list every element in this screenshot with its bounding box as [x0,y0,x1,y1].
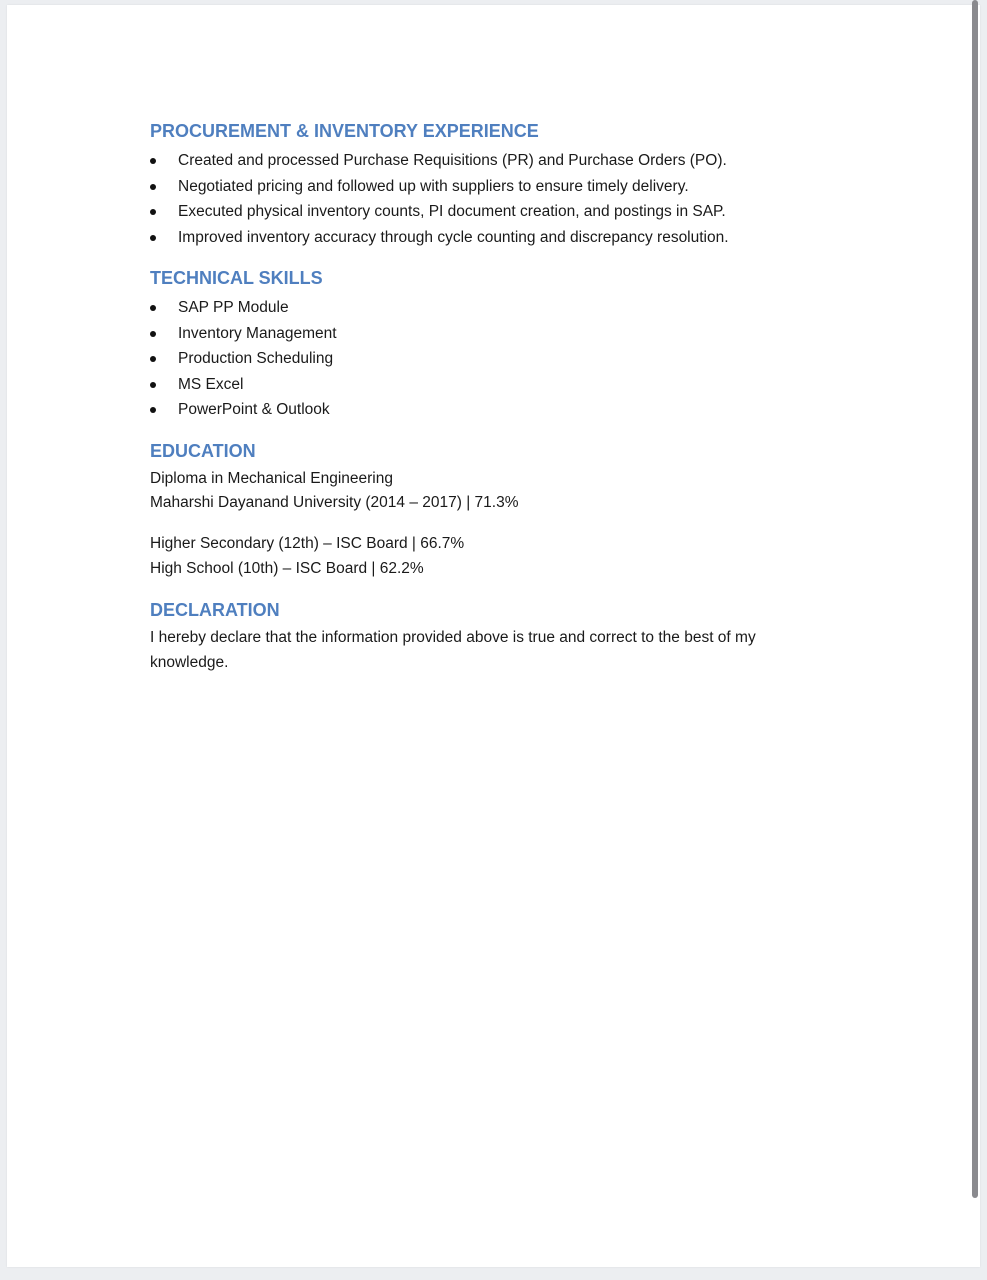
list-item [150,174,729,200]
skills-list [150,295,337,423]
bullet-icon [150,305,156,311]
list-item [150,397,337,423]
list-item [150,225,729,251]
skill-item-text: MS Excel [178,375,244,393]
list-item [150,199,729,225]
procurement-list [150,148,729,250]
education-diploma: Diploma in Mechanical Engineering [150,470,393,487]
procurement-heading: PROCUREMENT & INVENTORY EXPERIENCE [150,121,539,141]
skill-item-text: Inventory Management [178,324,337,342]
skill-item-text: Production Scheduling [178,350,334,367]
list-item [150,321,337,347]
skill-item-text: PowerPoint & Outlook [178,401,330,418]
list-item [150,372,337,398]
education-high-school: High School (10th) – ISC Board | 62.2% [150,560,424,577]
list-item [150,346,337,372]
scrollbar-thumb[interactable] [972,0,978,1198]
procurement-item-text: Negotiated pricing and followed up with suppliers to ensure timely delivery. [178,177,689,195]
procurement-item-text: Created and processed Purchase Requisitions (PR) and Purchase Orders (PO). [178,152,727,169]
document-page [7,5,980,1267]
vertical-scrollbar[interactable] [969,0,981,1280]
procurement-item-text: Improved inventory accuracy through cycle counting and discrepancy resolution. [178,228,729,246]
bullet-icon [150,382,156,388]
bullet-icon [150,331,156,337]
bullet-icon [150,235,156,241]
bullet-icon [150,158,156,164]
skill-item-text: SAP PP Module [178,299,289,316]
declaration-text-line-1: I hereby declare that the information provided above is true and correct to the best of my [150,629,756,646]
education-university: Maharshi Dayanand University (2014 – 2017) | 71.3% [150,494,519,511]
bullet-icon [150,407,156,413]
bullet-icon [150,209,156,215]
declaration-heading: DECLARATION [150,600,280,620]
list-item [150,295,337,321]
education-heading: EDUCATION [150,441,256,461]
declaration-text-line-2: knowledge. [150,654,229,671]
list-item [150,148,729,174]
procurement-item-text: Executed physical inventory counts, PI document creation, and postings in SAP. [178,203,726,220]
bullet-icon [150,184,156,190]
skills-heading: TECHNICAL SKILLS [150,268,323,288]
education-higher-secondary: Higher Secondary (12th) – ISC Board | 66.7% [150,535,465,552]
bullet-icon [150,356,156,362]
